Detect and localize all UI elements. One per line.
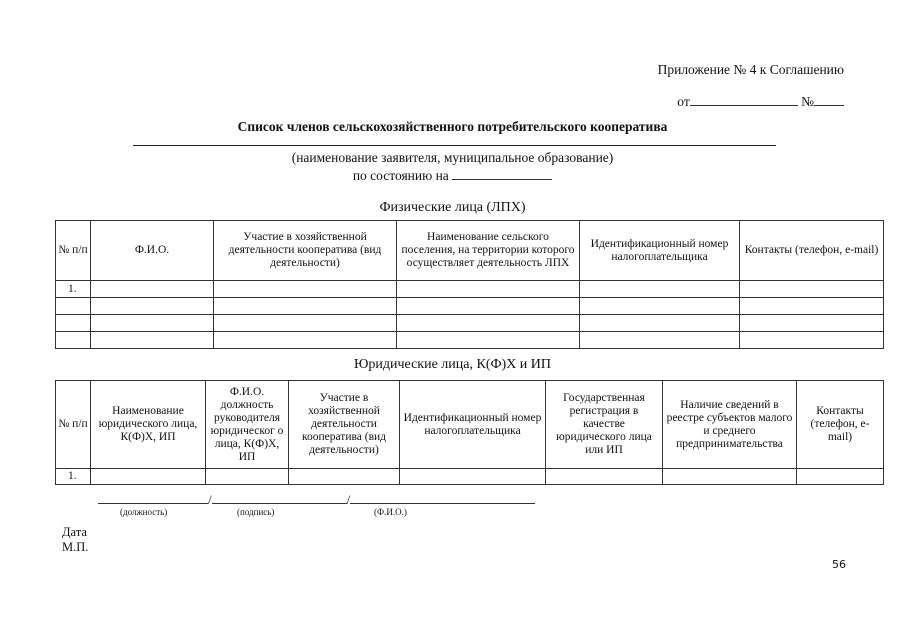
table-cell[interactable] — [580, 315, 740, 332]
col-participation: Участие в хозяйственной деятельности кооператива (вид деятельности) — [289, 381, 400, 469]
table-cell[interactable] — [214, 281, 397, 298]
table-cell[interactable] — [214, 298, 397, 315]
position-blank — [98, 491, 208, 504]
table-cell[interactable] — [400, 469, 546, 485]
table-cell[interactable] — [740, 315, 884, 332]
individuals-heading: Физические лица (ЛПХ) — [379, 200, 526, 215]
as-of-blank — [452, 167, 552, 180]
table-row — [56, 332, 884, 349]
table-cell[interactable] — [580, 298, 740, 315]
table-cell[interactable] — [214, 315, 397, 332]
table-cell[interactable] — [797, 469, 884, 485]
date-number-line — [677, 93, 844, 110]
row-number: 1. — [56, 281, 91, 298]
table-cell[interactable] — [663, 469, 797, 485]
col-contacts: Контакты (телефон, e-mail) — [740, 221, 884, 281]
table-row — [56, 469, 884, 485]
page-number: 56 — [832, 558, 846, 571]
table-cell[interactable] — [397, 315, 580, 332]
table-cell[interactable] — [91, 332, 214, 349]
table-cell[interactable] — [740, 298, 884, 315]
col-contacts: Контакты (телефон, e-mail) — [797, 381, 884, 469]
table-cell[interactable] — [397, 332, 580, 349]
applicant-name-line — [133, 145, 776, 146]
date-blank — [690, 93, 798, 106]
applicant-caption: (наименование заявителя, муниципальное образование) — [291, 150, 614, 165]
col-head-name: Ф.И.О. должность руководителя юридическог о лица, К(Ф)Х, ИП — [206, 381, 289, 469]
table-cell[interactable] — [580, 281, 740, 298]
table-cell[interactable] — [289, 469, 400, 485]
table-cell[interactable] — [91, 469, 206, 485]
table-row — [56, 315, 884, 332]
signature-caption: (подпись) — [237, 507, 275, 517]
date-label: Дата — [62, 525, 87, 539]
table-row — [56, 281, 884, 298]
signature-blank — [212, 491, 347, 504]
table-cell[interactable] — [580, 332, 740, 349]
table-row — [56, 298, 884, 315]
table-cell[interactable] — [206, 469, 289, 485]
signature-line: / / — [98, 491, 535, 508]
appendix-label: Приложение № 4 к Соглашению — [657, 62, 844, 77]
table-cell[interactable] — [56, 298, 91, 315]
col-inn: Идентификационный номер налогоплательщика — [400, 381, 546, 469]
col-entity-name: Наименование юридического лица, К(Ф)Х, ИП — [91, 381, 206, 469]
as-of-line — [0, 167, 905, 184]
position-caption: (должность) — [120, 507, 168, 517]
col-registration: Государственная регистрация в качестве юридического лица или ИП — [546, 381, 663, 469]
col-participation: Участие в хозяйственной деятельности кооператива (вид деятельности) — [214, 221, 397, 281]
as-of-label: по состоянию на — [352, 168, 449, 183]
table-cell[interactable] — [56, 332, 91, 349]
seal-label: М.П. — [62, 540, 89, 554]
col-sme-registry: Наличие сведений в реестре субъектов малого и среднего предпринимательства — [663, 381, 797, 469]
table-cell[interactable] — [56, 315, 91, 332]
number-blank — [814, 93, 844, 106]
table-cell[interactable] — [397, 298, 580, 315]
table-cell[interactable] — [91, 298, 214, 315]
col-inn: Идентификационный номер налогоплательщика — [580, 221, 740, 281]
name-caption: (Ф.И.О.) — [374, 507, 407, 517]
date-prefix: от — [677, 94, 690, 109]
legal-entities-heading: Юридические лица, К(Ф)Х и ИП — [353, 357, 552, 372]
name-blank — [350, 491, 535, 504]
col-full-name: Ф.И.О. — [91, 221, 214, 281]
table-cell[interactable] — [91, 281, 214, 298]
col-settlement: Наименование сельского поселения, на территории которого осуществляет деятельность ЛПХ — [397, 221, 580, 281]
table-cell[interactable] — [214, 332, 397, 349]
table-header-row — [56, 381, 884, 469]
number-prefix: № — [801, 94, 814, 109]
table-cell[interactable] — [91, 315, 214, 332]
table-cell[interactable] — [740, 332, 884, 349]
row-number: 1. — [56, 469, 91, 485]
table-cell[interactable] — [546, 469, 663, 485]
table-cell[interactable] — [740, 281, 884, 298]
col-number: № п/п — [56, 221, 91, 281]
legal-entities-table — [55, 380, 884, 485]
individuals-table — [55, 220, 884, 349]
document-title: Список членов сельскохозяйственного потребительского кооператива — [237, 119, 668, 134]
table-header-row — [56, 221, 884, 281]
col-number: № п/п — [56, 381, 91, 469]
table-cell[interactable] — [397, 281, 580, 298]
